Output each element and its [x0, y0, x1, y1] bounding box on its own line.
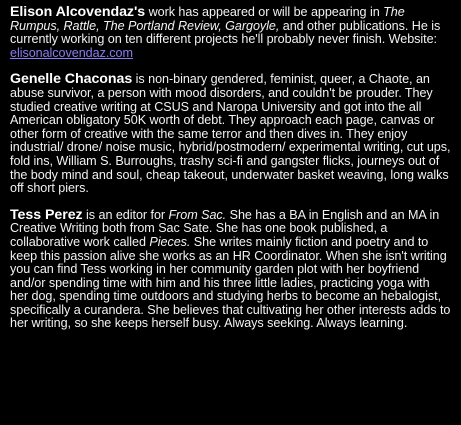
magazine-title: From Sac. — [168, 207, 227, 222]
bio-tess-perez — [10, 206, 451, 331]
bio-elison-alcovendaz — [10, 6, 451, 60]
contributor-name: Tess Perez — [10, 206, 83, 223]
bio-text: She has a BA in English and an MA in Creative Writing both from Sac Sate. She has one book published, a collaborative work called — [10, 207, 440, 249]
bio-genelle-chaconas — [10, 73, 451, 195]
bio-text: is an editor for — [82, 207, 169, 222]
bio-text: She writes mainly fiction and poetry and to keep this passion alive she works as an HR Coordinator. When she isn't writing you can find Tess working in her community garden plot with her boyfriend and/or spending time with him and his three little ladies, practicing yoga with her dog, spending time outdoors and studying herbs to become an hebalogist, specifically a curandera. She believes that cultivating her other interests adds to her writing, so she keeps herself busy. Always seeking. Always learning. — [10, 234, 451, 331]
contributor-name: Genelle Chaconas — [10, 71, 133, 88]
publication-list: The Rumpus, Rattle, The Portland Review, Gargoyle, — [10, 5, 405, 33]
contributor-name: Elison Alcovendaz's — [10, 4, 146, 20]
website-link[interactable]: elisonalcovendaz.com — [10, 45, 133, 60]
bio-text: and other publications. He is currently working on ten different projects he'll probably never finish. Website: — [10, 18, 441, 47]
bio-text: is non-binary gendered, feminist, queer, a Chaote, an abuse survivor, a person with mood disorders, and couldn't be prouder. They studied creative writing at CSUS and Naropa University and got into the all American obligatory 50K worth of debt. They approach each page, canvas or other form of creative with the same terror and then dives in. They enjoy industrial/ drone/ noise music, hybrid/postmodern/ experimental writing, cut ups, fold ins, William S. Burroughs, trashy sci-fi and gangster flicks, journeys out of the body mind and soul, cheap takeout, underwater basket weaving, long walks off short piers. — [10, 72, 451, 196]
book-title: Pieces. — [149, 234, 191, 249]
bio-text: work has appeared or will be appearing in — [145, 5, 384, 19]
